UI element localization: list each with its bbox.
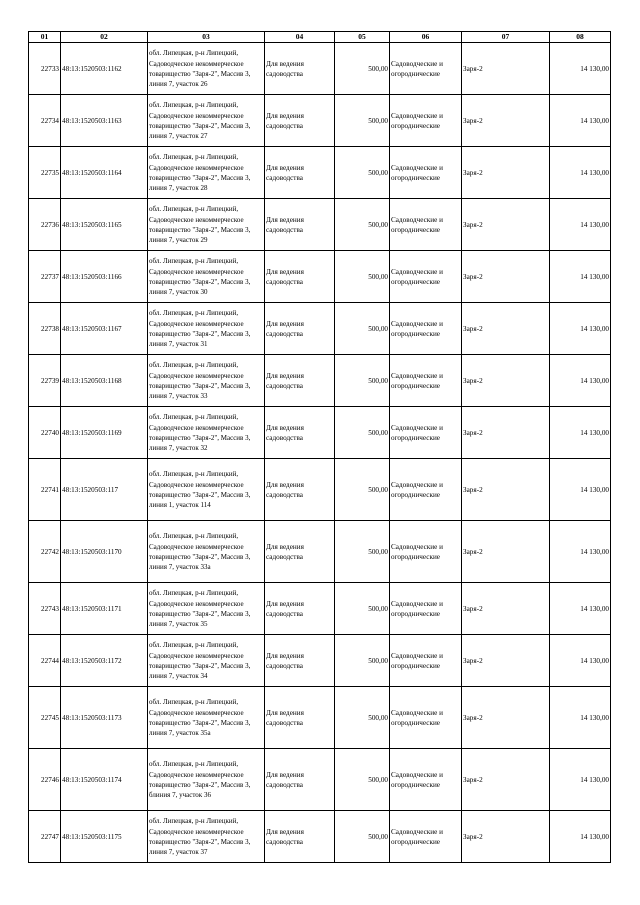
- cell-number: 22746: [29, 749, 61, 811]
- cell-address: [148, 687, 265, 749]
- cell-cadastral-number: 48:13:1520503:1169: [61, 407, 148, 459]
- cell-number: 22743: [29, 583, 61, 635]
- cell-cadastral-cost: 14 130,00: [550, 583, 611, 635]
- cell-area: 500,00: [335, 635, 390, 687]
- cell-permitted-use: Для ведения садоводства: [265, 749, 335, 811]
- cell-cadastral-number: 48:13:1520503:1171: [61, 583, 148, 635]
- cell-permitted-use: Для ведения садоводства: [265, 583, 335, 635]
- cell-address: [148, 303, 265, 355]
- cell-zone: Заря-2: [462, 199, 550, 251]
- cell-cadastral-number: 48:13:1520503:1173: [61, 687, 148, 749]
- cell-cadastral-number: 48:13:1520503:1166: [61, 251, 148, 303]
- cell-number: 22735: [29, 147, 61, 199]
- cell-area: 500,00: [335, 95, 390, 147]
- cell-cadastral-number: 48:13:1520503:117: [61, 459, 148, 521]
- address-text: обл. Липецкая, р-н Липецкий, Садоводческое некоммерческое товарищество "Заря-2", Массив 3, линия 7, участок 30: [149, 257, 251, 297]
- cell-category: Садоводческие и огороднические: [390, 355, 462, 407]
- address-text: обл. Липецкая, р-н Липецкий, Садоводческое некоммерческое товарищество "Заря-2", Массив 3, линия 7, участок 37: [149, 817, 251, 857]
- cell-permitted-use: Для ведения садоводства: [265, 95, 335, 147]
- table-row: [29, 355, 611, 407]
- cell-area: 500,00: [335, 43, 390, 95]
- header-col-01: 01: [29, 32, 61, 43]
- cell-number: 22737: [29, 251, 61, 303]
- cell-category: Садоводческие и огороднические: [390, 199, 462, 251]
- cell-number: 22739: [29, 355, 61, 407]
- table-row: [29, 811, 611, 863]
- cell-area: 500,00: [335, 811, 390, 863]
- cell-zone: Заря-2: [462, 687, 550, 749]
- cell-address: [148, 251, 265, 303]
- cell-cadastral-number: 48:13:1520503:1174: [61, 749, 148, 811]
- cell-category: Садоводческие и огороднические: [390, 147, 462, 199]
- table-header: [29, 32, 611, 43]
- table-row: [29, 251, 611, 303]
- cell-cadastral-cost: 14 130,00: [550, 635, 611, 687]
- cell-cadastral-number: 48:13:1520503:1165: [61, 199, 148, 251]
- cell-zone: Заря-2: [462, 521, 550, 583]
- cell-cadastral-cost: 14 130,00: [550, 749, 611, 811]
- cell-zone: Заря-2: [462, 749, 550, 811]
- cell-area: 500,00: [335, 147, 390, 199]
- cell-area: 500,00: [335, 407, 390, 459]
- cell-category: Садоводческие и огороднические: [390, 407, 462, 459]
- cell-zone: Заря-2: [462, 251, 550, 303]
- cell-permitted-use: Для ведения садоводства: [265, 459, 335, 521]
- cell-number: 22747: [29, 811, 61, 863]
- address-text: обл. Липецкая, р-н Липецкий, Садоводческое некоммерческое товарищество "Заря-2", Массив 3, линия 7, участок 33: [149, 361, 251, 401]
- cell-address: [148, 43, 265, 95]
- cell-area: 500,00: [335, 355, 390, 407]
- table-body: [29, 43, 611, 863]
- cell-cadastral-cost: 14 130,00: [550, 95, 611, 147]
- cell-cadastral-cost: 14 130,00: [550, 147, 611, 199]
- cell-cadastral-cost: 14 130,00: [550, 43, 611, 95]
- cell-category: Садоводческие и огороднические: [390, 749, 462, 811]
- cell-number: 22741: [29, 459, 61, 521]
- cell-category: Садоводческие и огороднические: [390, 251, 462, 303]
- address-text: обл. Липецкая, р-н Липецкий, Садоводческое некоммерческое товарищество "Заря-2", Массив 3, блиния 7, участок 36: [149, 760, 251, 800]
- address-text: обл. Липецкая, р-н Липецкий, Садоводческое некоммерческое товарищество "Заря-2", Массив 3, линия 7, участок 27: [149, 101, 251, 141]
- table-row: [29, 687, 611, 749]
- cell-cadastral-cost: 14 130,00: [550, 251, 611, 303]
- cell-cadastral-number: 48:13:1520503:1168: [61, 355, 148, 407]
- address-text: обл. Липецкая, р-н Липецкий, Садоводческое некоммерческое товарищество "Заря-2", Массив 3, линия 7, участок 29: [149, 205, 251, 245]
- cell-number: 22745: [29, 687, 61, 749]
- cell-area: 500,00: [335, 521, 390, 583]
- cell-address: [148, 521, 265, 583]
- cell-zone: Заря-2: [462, 147, 550, 199]
- header-col-05: 05: [335, 32, 390, 43]
- table-row: [29, 583, 611, 635]
- cell-cadastral-number: 48:13:1520503:1170: [61, 521, 148, 583]
- cell-zone: Заря-2: [462, 407, 550, 459]
- cell-cadastral-cost: 14 130,00: [550, 303, 611, 355]
- header-col-02: 02: [61, 32, 148, 43]
- cell-permitted-use: Для ведения садоводства: [265, 147, 335, 199]
- cell-category: Садоводческие и огороднические: [390, 687, 462, 749]
- cell-address: [148, 95, 265, 147]
- cell-cadastral-number: 48:13:1520503:1167: [61, 303, 148, 355]
- header-col-07: 07: [462, 32, 550, 43]
- cell-area: 500,00: [335, 459, 390, 521]
- table-row: [29, 43, 611, 95]
- cell-permitted-use: Для ведения садоводства: [265, 199, 335, 251]
- table-row: [29, 303, 611, 355]
- cell-address: [148, 459, 265, 521]
- address-text: обл. Липецкая, р-н Липецкий, Садоводческое некоммерческое товарищество "Заря-2", Массив 3, линия 7, участок 35: [149, 589, 251, 629]
- cell-zone: Заря-2: [462, 303, 550, 355]
- cell-zone: Заря-2: [462, 95, 550, 147]
- cell-cadastral-cost: 14 130,00: [550, 407, 611, 459]
- cell-permitted-use: Для ведения садоводства: [265, 251, 335, 303]
- cell-zone: Заря-2: [462, 355, 550, 407]
- cadastral-value-table: [28, 31, 611, 863]
- cell-category: Садоводческие и огороднические: [390, 43, 462, 95]
- cell-permitted-use: Для ведения садоводства: [265, 303, 335, 355]
- address-text: обл. Липецкая, р-н Липецкий, Садоводческое некоммерческое товарищество "Заря-2", Массив 3, линия 7, участок 35а: [149, 698, 251, 738]
- table-row: [29, 749, 611, 811]
- cell-zone: Заря-2: [462, 43, 550, 95]
- header-row: [29, 32, 611, 43]
- cell-cadastral-number: 48:13:1520503:1163: [61, 95, 148, 147]
- cell-category: Садоводческие и огороднические: [390, 459, 462, 521]
- cell-number: 22740: [29, 407, 61, 459]
- cell-number: 22738: [29, 303, 61, 355]
- cell-address: [148, 147, 265, 199]
- table-row: [29, 95, 611, 147]
- cell-cadastral-cost: 14 130,00: [550, 687, 611, 749]
- table-row: [29, 459, 611, 521]
- cell-number: 22734: [29, 95, 61, 147]
- cell-zone: Заря-2: [462, 811, 550, 863]
- cell-zone: Заря-2: [462, 459, 550, 521]
- cell-permitted-use: Для ведения садоводства: [265, 407, 335, 459]
- cell-cadastral-number: 48:13:1520503:1164: [61, 147, 148, 199]
- cell-number: 22742: [29, 521, 61, 583]
- address-text: обл. Липецкая, р-н Липецкий, Садоводческое некоммерческое товарищество "Заря-2", Массив 3, линия 1, участок 114: [149, 470, 251, 510]
- table-row: [29, 521, 611, 583]
- header-col-04: 04: [265, 32, 335, 43]
- cell-address: [148, 355, 265, 407]
- cell-permitted-use: Для ведения садоводства: [265, 811, 335, 863]
- cell-category: Садоводческие и огороднические: [390, 303, 462, 355]
- cell-permitted-use: Для ведения садоводства: [265, 687, 335, 749]
- cell-area: 500,00: [335, 251, 390, 303]
- cell-cadastral-number: 48:13:1520503:1172: [61, 635, 148, 687]
- table-row: [29, 407, 611, 459]
- cell-number: 22736: [29, 199, 61, 251]
- cell-address: [148, 635, 265, 687]
- cell-cadastral-cost: 14 130,00: [550, 199, 611, 251]
- cell-address: [148, 407, 265, 459]
- cell-cadastral-cost: 14 130,00: [550, 811, 611, 863]
- cell-address: [148, 199, 265, 251]
- cell-category: Садоводческие и огороднические: [390, 635, 462, 687]
- cell-category: Садоводческие и огороднические: [390, 811, 462, 863]
- cell-cadastral-cost: 14 130,00: [550, 521, 611, 583]
- address-text: обл. Липецкая, р-н Липецкий, Садоводческое некоммерческое товарищество "Заря-2", Массив 3, линия 7, участок 34: [149, 641, 251, 681]
- table-row: [29, 147, 611, 199]
- cell-address: [148, 811, 265, 863]
- cell-cadastral-number: 48:13:1520503:1162: [61, 43, 148, 95]
- cell-category: Садоводческие и огороднические: [390, 95, 462, 147]
- cell-area: 500,00: [335, 199, 390, 251]
- cell-cadastral-cost: 14 130,00: [550, 459, 611, 521]
- address-text: обл. Липецкая, р-н Липецкий, Садоводческое некоммерческое товарищество "Заря-2", Массив 3, линия 7, участок 33а: [149, 532, 251, 572]
- cell-permitted-use: Для ведения садоводства: [265, 521, 335, 583]
- cell-permitted-use: Для ведения садоводства: [265, 355, 335, 407]
- address-text: обл. Липецкая, р-н Липецкий, Садоводческое некоммерческое товарищество "Заря-2", Массив 3, линия 7, участок 32: [149, 413, 251, 453]
- cell-zone: Заря-2: [462, 635, 550, 687]
- cell-area: 500,00: [335, 749, 390, 811]
- cell-number: 22744: [29, 635, 61, 687]
- cell-permitted-use: Для ведения садоводства: [265, 635, 335, 687]
- header-col-08: 08: [550, 32, 611, 43]
- header-col-03: 03: [148, 32, 265, 43]
- address-text: обл. Липецкая, р-н Липецкий, Садоводческое некоммерческое товарищество "Заря-2", Массив 3, линия 7, участок 26: [149, 49, 251, 89]
- cell-area: 500,00: [335, 583, 390, 635]
- address-text: обл. Липецкая, р-н Липецкий, Садоводческое некоммерческое товарищество "Заря-2", Массив 3, линия 7, участок 28: [149, 153, 251, 193]
- cell-cadastral-number: 48:13:1520503:1175: [61, 811, 148, 863]
- cell-category: Садоводческие и огороднические: [390, 583, 462, 635]
- cell-number: 22733: [29, 43, 61, 95]
- cell-address: [148, 749, 265, 811]
- table-row: [29, 199, 611, 251]
- cell-area: 500,00: [335, 303, 390, 355]
- cell-permitted-use: Для ведения садоводства: [265, 43, 335, 95]
- cell-address: [148, 583, 265, 635]
- cell-area: 500,00: [335, 687, 390, 749]
- cell-category: Садоводческие и огороднические: [390, 521, 462, 583]
- cell-zone: Заря-2: [462, 583, 550, 635]
- address-text: обл. Липецкая, р-н Липецкий, Садоводческое некоммерческое товарищество "Заря-2", Массив 3, линия 7, участок 31: [149, 309, 251, 349]
- cell-cadastral-cost: 14 130,00: [550, 355, 611, 407]
- table-row: [29, 635, 611, 687]
- header-col-06: 06: [390, 32, 462, 43]
